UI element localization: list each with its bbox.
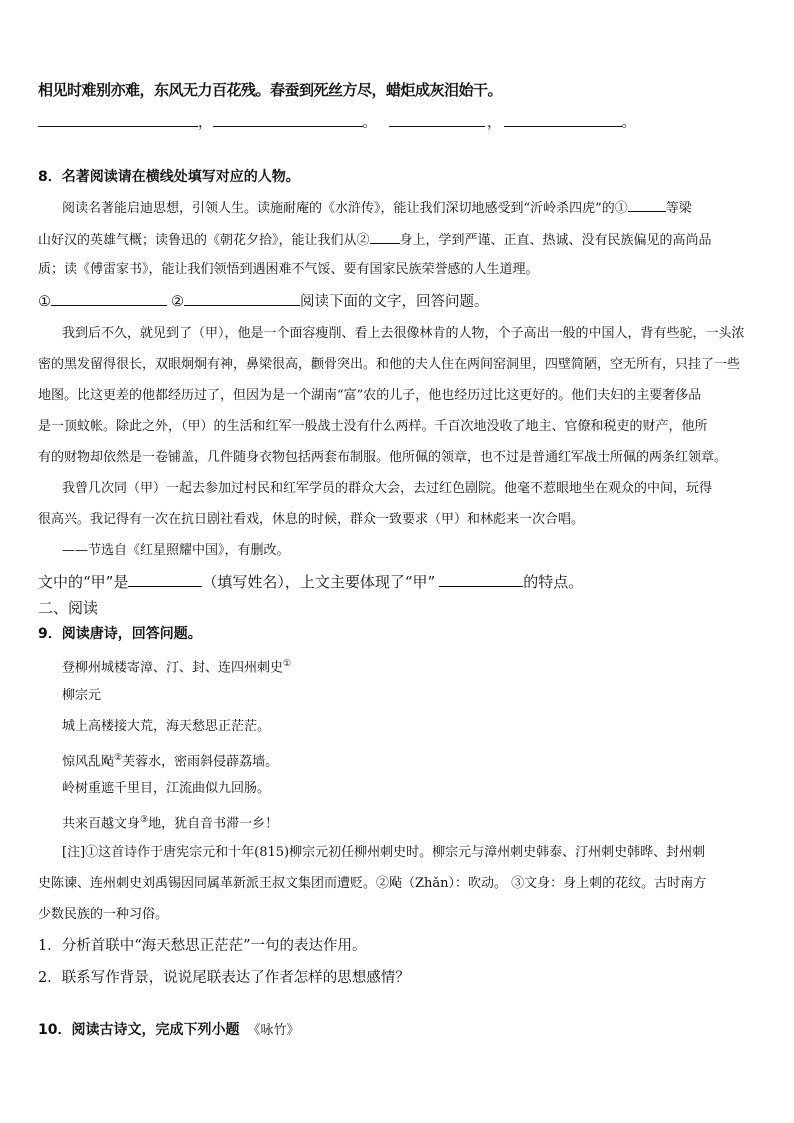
q10-title-text: 10．阅读古诗文，完成下列小题 — [38, 1022, 240, 1038]
footnote-marker: ① — [283, 659, 292, 669]
blank-label-1: ① — [38, 294, 51, 310]
note-line: 史陈谏、连州刺史刘禹锡因同属革新派王叔文集团而遭贬。②飐（Zhǎn）：吹动。 ③文身：身上刺的花纹。古时南方 — [38, 876, 707, 891]
passage-line: 我曾几次同（甲）一起去参加过村民和红军学员的群众大会，去过红色剧院。他毫不惹眼地坐在观众的中间，玩得 — [62, 481, 713, 496]
q8-question-text-a: 文中的“甲”是 — [38, 573, 129, 591]
sep-period-1: 。 — [362, 115, 377, 131]
verse-text: 地，犹自音书滞一乡！ — [148, 816, 279, 832]
q8-intro-line-1 — [62, 197, 692, 219]
q9-sub-question-2: 2．联系写作背景，说说尾联表达了作者怎样的思想感情？ — [38, 970, 410, 986]
footnote-marker: ③ — [140, 815, 149, 825]
q10-title — [38, 1020, 300, 1041]
q8-intro-text-1b: 等梁 — [665, 201, 692, 216]
footnote-marker: ② — [114, 753, 123, 763]
poem-line: 相见时难别亦难，东风无力百花残。春蚕到死丝方尽，蜡炬成灰泪始干。 — [38, 81, 503, 99]
section-heading: 二、阅读 — [38, 599, 99, 617]
sep-comma-2: ， — [487, 115, 502, 131]
q8-answer-blank-1[interactable] — [51, 291, 167, 306]
verse-text: 芙蓉水，密雨斜侵薜荔墙。 — [122, 754, 279, 770]
passage-line: 我到后不久，就见到了（甲），他是一个面容瘦削、看上去很像林肯的人物，个子高出一般的中国人，背有些驼，一头浓 — [62, 326, 745, 341]
note-line: 少数民族的一种习俗。 — [38, 907, 169, 922]
q8-blank-1[interactable] — [628, 197, 666, 212]
sep-period-2: 。 — [621, 115, 636, 131]
sep-comma-1: ， — [198, 115, 213, 131]
q8-blank-2[interactable] — [370, 229, 400, 244]
q8-intro-line-3: 质；读《傅雷家书》，能让我们领悟到遇困难不气馁、要有国家民族荣誉感的人生道理。 — [38, 262, 539, 277]
poem-verse: 城上高楼接大荒，海天愁思正茫茫。 — [62, 719, 271, 734]
q8-intro-text-2b: 身上，学到严谨、正直、热诚、没有民族偏见的高尚品 — [399, 233, 712, 248]
answer-blanks-row — [38, 112, 636, 133]
q9-sub-question-1: 1．分析首联中“海天愁思正茫茫”一句的表达作用。 — [38, 938, 367, 954]
q8-intro-line-2 — [38, 229, 712, 251]
poem-verse: 岭树重遮千里目，江流曲似九回肠。 — [62, 781, 271, 796]
answer-blank-1[interactable] — [38, 112, 198, 127]
poem-verse — [62, 748, 278, 772]
answer-blank-3[interactable] — [389, 112, 485, 127]
answer-blank-2[interactable] — [213, 112, 363, 127]
q8-name-blank[interactable] — [128, 572, 202, 587]
verse-text: 惊风乱飐 — [62, 754, 115, 770]
q8-answer-blank-2[interactable] — [184, 291, 300, 306]
passage-line: 地图。比这更差的他都经历过了，但因为是一个湖南“富”农的儿子，他也经历过比这更好的。他们夫妇的主要奢侈品 — [38, 388, 702, 403]
q8-trait-blank[interactable] — [439, 572, 523, 587]
blank-label-2: ② — [171, 294, 184, 310]
q9-poem-title — [62, 654, 291, 678]
passage-line: 密的黑发留得很长，双眼炯炯有神，鼻梁很高，颧骨突出。和他的夫人住在两间窑洞里，四壁简陋，空无所有，只挂了一些 — [38, 357, 741, 372]
q8-answer-row — [38, 291, 489, 312]
q8-title: 8．名著阅读请在横线处填写对应的人物。 — [38, 169, 300, 185]
read-below-instruction: 阅读下面的文字，回答问题。 — [300, 294, 489, 310]
q9-title: 9．阅读唐诗，回答问题。 — [38, 626, 202, 642]
q8-question — [38, 572, 583, 592]
passage-source: ——节选自《红星照耀中国》，有删改。 — [62, 543, 290, 558]
poem-title-text: 登柳州城楼寄漳、汀、封、连四州刺史 — [62, 660, 284, 676]
q8-intro-text-1a: 阅读名著能启迪思想，引领人生。读施耐庵的《水浒传》，能让我们深切地感受到“沂岭杀四虎”的① — [62, 201, 628, 216]
passage-line: 是一顶蚊帐。除此之外，（甲）的生活和红军一般战士没有什么两样。千百次地没收了地主、官僚和税吏的财产，他所 — [38, 419, 708, 434]
passage-line: 有的财物却依然是一卷铺盖，几件随身衣物包括两套布制服。他所佩的领章，也不过是普通红军战士所佩的两条红领章。 — [38, 450, 728, 465]
q10-title-tail: 《咏竹》 — [247, 1023, 300, 1038]
q8-intro-text-2a: 山好汉的英雄气概；读鲁迅的《朝花夕拾》，能让我们从② — [38, 233, 370, 248]
passage-line: 很高兴。我记得有一次在抗日剧社看戏，休息的时候，群众一致要求（甲）和林彪来一次合唱。 — [38, 512, 585, 527]
q8-question-text-c: 的特点。 — [523, 573, 584, 591]
q9-author: 柳宗元 — [62, 688, 102, 703]
q8-question-text-b: （填写姓名），上文主要体现了“甲” — [202, 573, 436, 591]
verse-text: 共来百越文身 — [62, 816, 141, 832]
answer-blank-4[interactable] — [504, 112, 622, 127]
poem-verse — [62, 810, 278, 834]
note-line: [注]①这首诗作于唐宪宗元和十年(815)柳宗元初任柳州刺史时。柳宗元与漳州刺史韩泰、汀州刺史韩晔、封州刺 — [62, 845, 706, 860]
